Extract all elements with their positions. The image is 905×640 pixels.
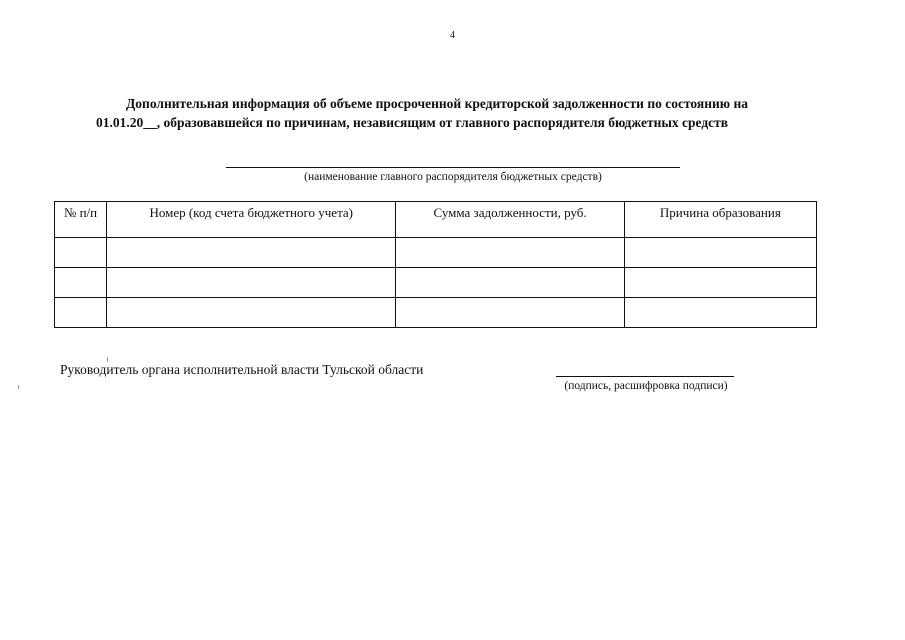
document-title bbox=[60, 94, 845, 132]
table-row bbox=[55, 238, 817, 268]
table-cell bbox=[624, 238, 816, 268]
table-cell bbox=[624, 268, 816, 298]
page-number: 4 bbox=[450, 30, 455, 41]
signature-blank-line bbox=[556, 376, 734, 377]
admin-name-caption: (наименование главного распорядителя бюджетных средств) bbox=[304, 171, 602, 183]
table-cell bbox=[396, 268, 624, 298]
scan-artifact-mark bbox=[18, 385, 19, 389]
scan-artifact-mark bbox=[107, 357, 108, 362]
header-row-number: № п/п bbox=[55, 202, 107, 238]
header-reason: Причина образования bbox=[624, 202, 816, 238]
table-cell bbox=[396, 298, 624, 328]
admin-name-blank-line bbox=[226, 167, 680, 168]
table-cell bbox=[624, 298, 816, 328]
table-cell bbox=[107, 238, 396, 268]
table-cell bbox=[55, 298, 107, 328]
header-debt-amount: Сумма задолженности, руб. bbox=[396, 202, 624, 238]
table-cell bbox=[107, 268, 396, 298]
debt-table bbox=[54, 201, 817, 328]
table-cell bbox=[107, 298, 396, 328]
table-row bbox=[55, 298, 817, 328]
document-title-line-1: Дополнительная информация об объеме просроченной кредиторской задолженности по состоянию на bbox=[126, 96, 748, 111]
table-cell bbox=[55, 238, 107, 268]
table-row bbox=[55, 268, 817, 298]
signature-caption: (подпись, расшифровка подписи) bbox=[564, 380, 728, 392]
document-title-line-2: 01.01.20__, образовавшейся по причинам, независящим от главного распорядителя бюджетных средств bbox=[96, 115, 729, 130]
table-cell bbox=[396, 238, 624, 268]
signatory-title: Руководитель органа исполнительной власти Тульской области bbox=[60, 362, 424, 377]
table-header-row bbox=[55, 202, 817, 238]
table-cell bbox=[55, 268, 107, 298]
header-account-code: Номер (код счета бюджетного учета) bbox=[107, 202, 396, 238]
